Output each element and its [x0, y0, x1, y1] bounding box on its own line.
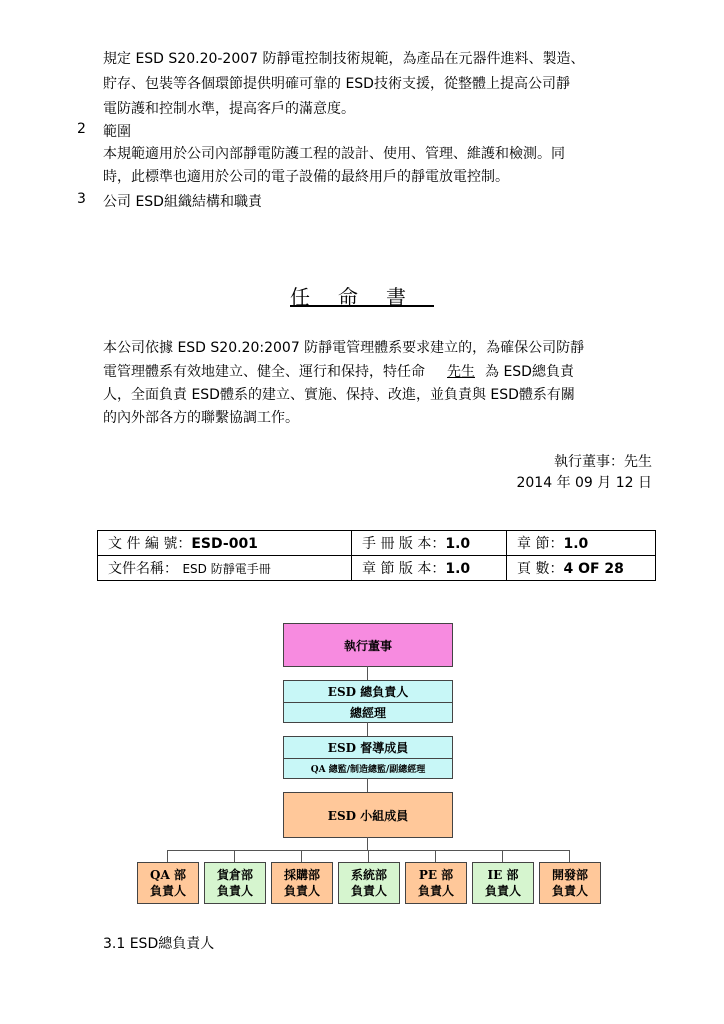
org-box-department	[338, 862, 400, 904]
department-name: PE 部	[418, 868, 454, 882]
org-connector	[301, 850, 302, 862]
intro-line-3: 電防護和控制水準，提高客戶的滿意度。	[103, 101, 355, 117]
department-name: 開發部	[551, 868, 588, 882]
appointment-date: 2014 年 09 月 12 日	[516, 475, 652, 491]
department-name: 貨倉部	[216, 868, 253, 882]
intro-line-1: 規定 ESD S20.20-2007 防靜電控制技術規範，為產品在元器件進料、製造、	[103, 51, 585, 67]
section-2-number: 2	[77, 121, 86, 137]
appointee-name: 先生	[447, 364, 475, 380]
org-connector	[367, 722, 368, 736]
department-name: 系統部	[350, 868, 387, 882]
org-box-department	[405, 862, 467, 904]
org-box-department	[539, 862, 601, 904]
department-role: 負責人	[484, 884, 521, 898]
org-box-department	[472, 862, 534, 904]
org-connector	[234, 850, 235, 862]
department-role: 負責人	[417, 884, 454, 898]
org-connector	[502, 850, 503, 862]
appointment-line-2: 電管理體系有效地建立、健全、運行和保持，特任命 先生 為 ESD總負責	[103, 364, 574, 380]
section-3-number: 3	[77, 191, 86, 207]
department-role: 負責人	[350, 884, 387, 898]
section-version-cell: 章 節 版 本：1.0	[352, 556, 507, 581]
org-box-general-manager: 總經理	[283, 702, 453, 723]
manual-version-cell: 手 冊 版 本：1.0	[352, 531, 507, 556]
org-box-department	[204, 862, 266, 904]
appointment-line-4: 的內外部各方的聯繫協調工作。	[103, 410, 299, 426]
chapter-cell: 章 節：1.0	[507, 531, 656, 556]
org-connector	[367, 778, 368, 792]
org-connector	[435, 850, 436, 862]
page-count-cell: 頁 數：4 OF 28	[507, 556, 656, 581]
org-box-department	[271, 862, 333, 904]
intro-line-2: 貯存、包裝等各個環節提供明確可靠的 ESD技術支援，從整體上提高公司靜	[103, 76, 570, 92]
signer: 執行董事：先生	[554, 454, 652, 470]
department-name: QA 部	[150, 868, 186, 882]
section-2-line-1: 本規範適用於公司內部靜電防護工程的設計、使用、管理、維護和檢測。同	[103, 146, 565, 162]
appointment-line-1: 本公司依據 ESD S20.20:2007 防靜電管理體系要求建立的，為確保公司防靜	[103, 340, 585, 356]
section-3-heading: 公司 ESD組織結構和職責	[103, 194, 262, 210]
org-connector	[367, 666, 368, 680]
org-box-esd-supervisor: ESD 督導成員	[283, 736, 453, 759]
doc-name-cell: 文件名稱： ESD 防靜電手冊	[98, 556, 352, 581]
section-2-heading: 範圍	[103, 124, 131, 140]
appointment-title: 任命書	[290, 285, 434, 309]
org-box-esd-team: ESD 小組成員	[283, 792, 453, 838]
org-box-executive-director: 執行董事	[283, 623, 453, 667]
org-box-supervisor-members: QA 總監/制造總監/副總經理	[283, 758, 453, 779]
subsection-heading: 3.1 ESD總負責人	[103, 936, 215, 952]
org-connector	[569, 850, 570, 862]
section-2-line-2: 時，此標準也適用於公司的電子設備的最終用戶的靜電放電控制。	[103, 169, 509, 185]
document-info-table	[97, 530, 656, 581]
department-name: 採購部	[283, 868, 320, 882]
org-connector	[167, 850, 168, 862]
department-role: 負責人	[283, 884, 320, 898]
department-role: 負責人	[216, 884, 253, 898]
doc-number-cell: 文 件 編 號：ESD-001	[98, 531, 352, 556]
appointment-line-3: 人，全面負責 ESD體系的建立、實施、保持、改進，並負責與 ESD體系有關	[103, 387, 575, 403]
org-connector	[368, 850, 369, 862]
department-role: 負責人	[551, 884, 588, 898]
org-connector	[367, 837, 368, 850]
org-box-esd-head: ESD 總負責人	[283, 680, 453, 703]
org-box-department	[137, 862, 199, 904]
department-role: 負責人	[149, 884, 186, 898]
department-name: IE 部	[487, 868, 519, 882]
